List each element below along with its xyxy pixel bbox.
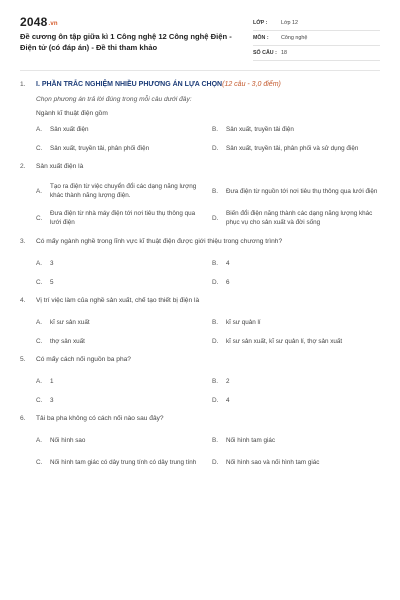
option-text: Đưa điện từ nhà máy điện tới nơi tiêu thụ thông qua lưới điện bbox=[50, 210, 196, 226]
option-b[interactable] bbox=[212, 432, 380, 451]
info-label: MÔN : bbox=[253, 35, 269, 41]
option-d[interactable] bbox=[212, 333, 380, 352]
option-letter: C. bbox=[36, 397, 43, 405]
option-text: 3 bbox=[50, 260, 54, 268]
section-subtitle: (12 câu - 3,0 điểm) bbox=[222, 81, 281, 88]
option-a[interactable] bbox=[36, 373, 204, 392]
option-text: 4 bbox=[226, 260, 230, 268]
question-number: 5. bbox=[20, 356, 26, 363]
question-text: Tải ba pha không có cách nối nào sau đây? bbox=[36, 415, 164, 422]
option-letter: D. bbox=[212, 145, 219, 153]
option-c[interactable] bbox=[36, 140, 204, 159]
option-c[interactable] bbox=[36, 451, 204, 475]
question-number: 6. bbox=[20, 415, 26, 422]
question-4 bbox=[20, 297, 380, 352]
option-text: Sản xuất, truyền tải, phân phối điện bbox=[50, 145, 150, 153]
answer-options bbox=[20, 180, 380, 234]
document-title: Đề cương ôn tập giữa kì 1 Công nghệ 12 Công nghệ Điện - Điện tử (có đáp án) - Đề thi tham khảo bbox=[20, 32, 232, 52]
question-number: 1. bbox=[20, 81, 26, 88]
info-value: Công nghệ bbox=[281, 35, 308, 41]
option-text: 2 bbox=[226, 378, 230, 386]
option-letter: C. bbox=[36, 338, 43, 346]
question-text: Có mấy cách nối nguồn ba pha? bbox=[36, 356, 131, 363]
question-header bbox=[20, 415, 380, 432]
option-a[interactable] bbox=[36, 314, 204, 333]
option-text: thợ sản xuất bbox=[50, 338, 85, 346]
option-letter: D. bbox=[212, 214, 219, 222]
option-text: 1 bbox=[50, 378, 54, 386]
option-text: kĩ sư quản lí bbox=[226, 319, 261, 327]
question-2 bbox=[20, 163, 380, 234]
answer-options bbox=[20, 432, 380, 475]
question-number: 2. bbox=[20, 163, 26, 170]
answer-options bbox=[20, 314, 380, 352]
option-letter: C. bbox=[36, 145, 43, 153]
option-text: Biến đổi điện năng thành các dạng năng lượng khác phục vụ cho sản xuất và đời sống bbox=[226, 210, 373, 226]
option-text: Nối hình tam giác bbox=[226, 437, 276, 445]
option-letter: B. bbox=[212, 437, 219, 445]
option-text: kĩ sư sản xuất bbox=[50, 319, 90, 327]
option-text: kĩ sư sản xuất, kĩ sư quản lí, thợ sản xuất bbox=[226, 338, 343, 346]
option-c[interactable] bbox=[36, 392, 204, 411]
option-text: Nối hình tam giác có dây trung tính có dây trung tính bbox=[50, 458, 197, 466]
option-a[interactable] bbox=[36, 180, 204, 204]
question-header bbox=[20, 238, 380, 255]
question-number: 3. bbox=[20, 238, 26, 245]
option-letter: B. bbox=[212, 260, 219, 268]
option-text: 6 bbox=[226, 279, 230, 287]
option-a[interactable] bbox=[36, 255, 204, 274]
info-value: 18 bbox=[281, 50, 287, 56]
option-text: 5 bbox=[50, 279, 54, 287]
option-a[interactable] bbox=[36, 432, 204, 451]
option-letter: B. bbox=[212, 319, 219, 327]
option-text: Sản xuất, truyền tải điện bbox=[226, 126, 294, 134]
option-text: Sản xuất, truyền tải, phân phối và sử dụng điện bbox=[226, 145, 359, 153]
section-instruction: Chọn phương án trả lời đúng trong mỗi câu dưới đây: bbox=[36, 96, 192, 103]
option-letter: A. bbox=[36, 187, 43, 195]
question-header bbox=[20, 163, 380, 180]
question-text: Có mấy ngành nghề trong lĩnh vực kĩ thuật điện được giới thiệu trong chương trình? bbox=[36, 238, 283, 245]
option-letter: A. bbox=[36, 126, 43, 134]
site-logo[interactable] bbox=[20, 15, 58, 29]
header-divider bbox=[20, 70, 380, 71]
option-text: Sản xuất điện bbox=[50, 126, 89, 134]
info-label: SỐ CÂU : bbox=[253, 50, 277, 56]
question-3 bbox=[20, 238, 380, 293]
answer-options bbox=[20, 373, 380, 411]
option-c[interactable] bbox=[36, 274, 204, 293]
option-letter: A. bbox=[36, 437, 43, 445]
logo-text: 2048 bbox=[20, 15, 48, 29]
info-row-class bbox=[253, 16, 380, 31]
option-b[interactable] bbox=[212, 255, 380, 274]
option-letter: A. bbox=[36, 378, 43, 386]
option-text: Nối hình sao bbox=[50, 437, 86, 445]
answer-options bbox=[20, 121, 380, 159]
section-title-text: I. PHẦN TRẮC NGHIỆM NHIỀU PHƯƠNG ÁN LỰA CHỌN bbox=[36, 81, 223, 88]
option-letter: D. bbox=[212, 397, 219, 405]
option-text: Nối hình sao và nối hình tam giác bbox=[226, 458, 320, 466]
option-b[interactable] bbox=[212, 373, 380, 392]
option-letter: C. bbox=[36, 214, 43, 222]
question-header bbox=[20, 297, 380, 314]
option-letter: A. bbox=[36, 319, 43, 327]
option-c[interactable] bbox=[36, 333, 204, 352]
option-letter: C. bbox=[36, 458, 43, 466]
info-row-count bbox=[253, 46, 380, 61]
option-letter: D. bbox=[212, 338, 219, 346]
header bbox=[0, 0, 400, 62]
option-d[interactable] bbox=[212, 140, 380, 159]
question-list bbox=[20, 76, 380, 479]
info-label: LỚP : bbox=[253, 20, 268, 26]
section-header bbox=[20, 76, 380, 93]
option-d[interactable] bbox=[212, 451, 380, 475]
question-text: Ngành kĩ thuật điện gồm bbox=[36, 110, 108, 117]
question-text: Sản xuất điện là bbox=[36, 163, 84, 170]
option-c[interactable] bbox=[36, 204, 204, 234]
option-letter: D. bbox=[212, 458, 219, 466]
answer-options bbox=[20, 255, 380, 293]
option-letter: C. bbox=[36, 279, 43, 287]
option-d[interactable] bbox=[212, 204, 380, 234]
section-title bbox=[36, 81, 281, 88]
option-d[interactable] bbox=[212, 274, 380, 293]
option-b[interactable] bbox=[212, 180, 380, 204]
option-text: Đưa điện từ nguồn tới nơi tiêu thụ thông qua lưới điện bbox=[226, 187, 378, 195]
option-letter: B. bbox=[212, 378, 219, 386]
question-5 bbox=[20, 356, 380, 411]
info-table bbox=[253, 16, 380, 61]
option-letter: B. bbox=[212, 126, 219, 134]
question-1 bbox=[20, 76, 380, 159]
option-text: 3 bbox=[50, 397, 54, 405]
question-header bbox=[20, 356, 380, 373]
question-6 bbox=[20, 415, 380, 475]
option-text: Tạo ra điện từ việc chuyển đổi các dạng năng lượng khác thành năng lượng điện. bbox=[50, 183, 197, 199]
option-b[interactable] bbox=[212, 314, 380, 333]
option-text: 4 bbox=[226, 397, 230, 405]
option-letter: B. bbox=[212, 187, 219, 195]
option-b[interactable] bbox=[212, 121, 380, 140]
option-letter: D. bbox=[212, 279, 219, 287]
option-d[interactable] bbox=[212, 392, 380, 411]
question-number: 4. bbox=[20, 297, 26, 304]
info-row-subject bbox=[253, 31, 380, 46]
option-a[interactable] bbox=[36, 121, 204, 140]
logo-suffix: .vn bbox=[48, 21, 58, 27]
info-value: Lớp 12 bbox=[281, 20, 299, 26]
question-text: Vị trí việc làm của nghề sản xuất, chế tạo thiết bị điện là bbox=[36, 297, 200, 304]
option-letter: A. bbox=[36, 260, 43, 268]
